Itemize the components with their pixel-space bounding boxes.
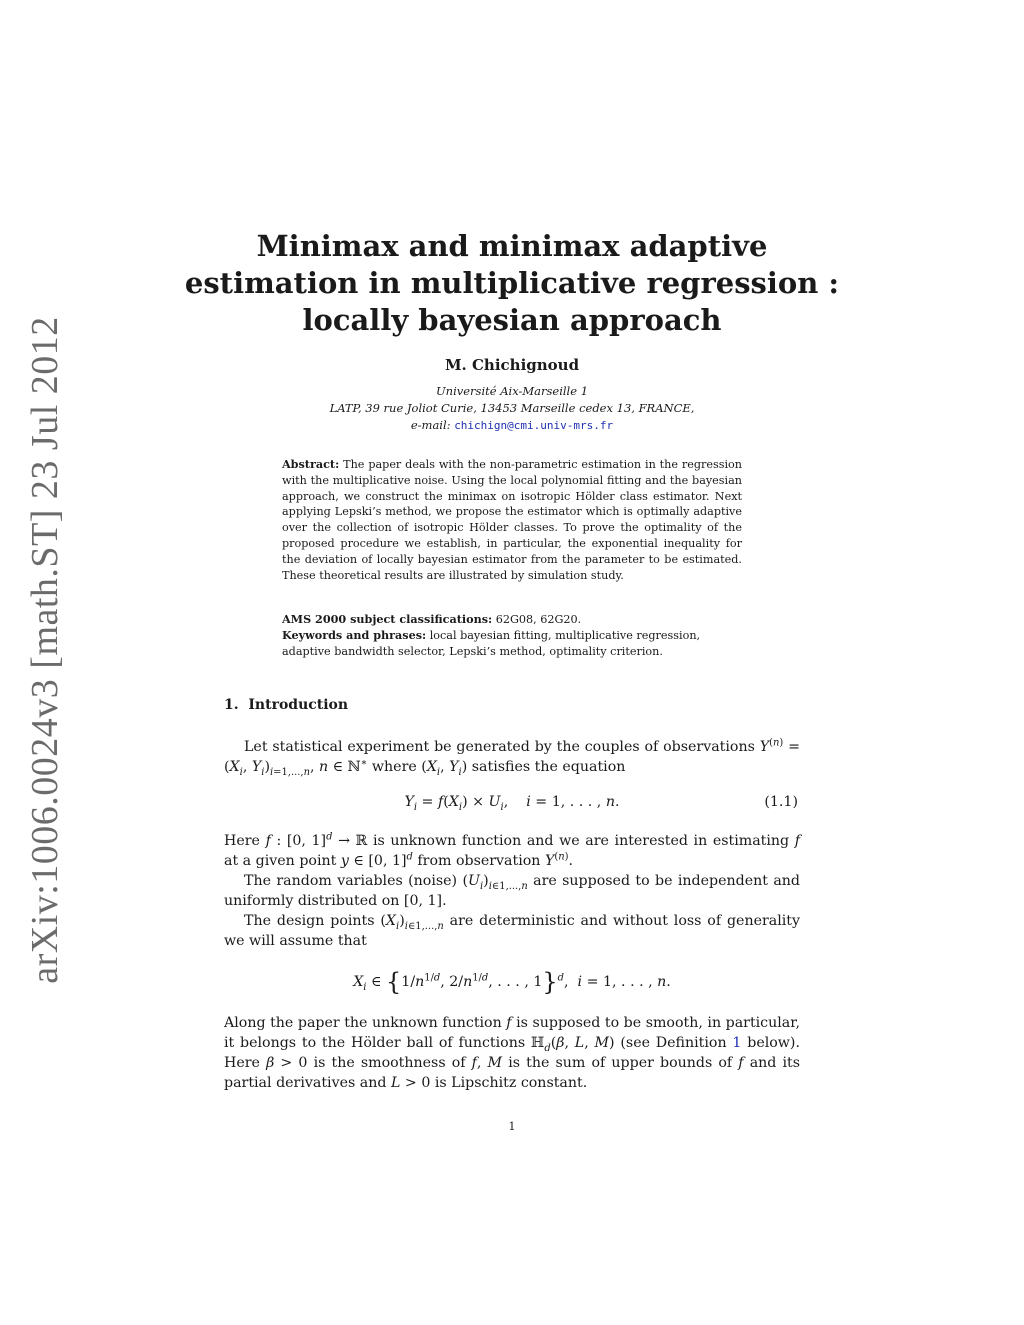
p4-text-b: are deterministic and without loss of generality we will assume that bbox=[224, 913, 801, 949]
paragraph-5: Along the paper the unknown function f is supposed to be smooth, in particular, it belongs to the Hölder ball of functions ℍ$_d$(β, L, M) (see Definition 1 below). Here β > 0 is the smoothness of f, M is the sum of upper bounds of f and its partial derivatives and L > 0 is Lipschitz constant. bbox=[224, 1015, 801, 1091]
section-heading bbox=[224, 697, 348, 713]
p3-text-b: are supposed to be independent and uniformly distributed on [0, 1]. bbox=[224, 873, 801, 909]
p5-text-a: Along the paper the unknown function bbox=[224, 1015, 502, 1031]
p1-text-b: satisfies the equation bbox=[471, 759, 626, 775]
abstract bbox=[282, 457, 742, 583]
ams-label: AMS 2000 subject classifications: bbox=[282, 612, 493, 626]
p3-text-a: The random variables (noise) bbox=[244, 873, 458, 889]
arxiv-stamp bbox=[20, 316, 70, 984]
abstract-text: The paper deals with the non-parametric estimation in the regression with the multiplicative noise. Using the local polynomial fitting and the bayesian approach, we construct the minimax on isotropic Hölder class estimator. Next applying Lepski’s method, we propose the estimator which is optimally adaptive over the collection of isotropic Hölder classes. To prove the optimality of the proposed procedure we establish, in particular, the exponential inequality for the deviation of locally bayesian estimator from the parameter to be estimated. These theoretical results are illustrated by simulation study. bbox=[282, 458, 742, 582]
p2-text-b: is unknown function and we are interested in estimating bbox=[372, 833, 790, 849]
p5-text-d: below). Here bbox=[224, 1035, 800, 1071]
keywords-line-2: adaptive bandwidth selector, Lepski’s method, optimality criterion. bbox=[282, 644, 663, 658]
keywords-line-1 bbox=[282, 628, 742, 644]
ams-classification bbox=[282, 612, 742, 628]
paragraph-1: Let statistical experiment be generated by the couples of observations $Y^{(n)} = (X_i$, $Y_i)_{i=1,...,n}$, n ∈ ℕ∗ where ($X_i$, $Y_i$) satisfies the equation bbox=[224, 737, 801, 778]
p5-text-b: is supposed to be smooth, in particular, it belongs to the Hölder ball of functions bbox=[224, 1015, 800, 1051]
keywords-label: Keywords and phrases: bbox=[282, 627, 427, 642]
design-points-equation bbox=[224, 968, 800, 996]
definition-link[interactable]: 1 bbox=[732, 1035, 742, 1051]
page-number: 1 bbox=[508, 1120, 516, 1133]
affiliation-address: LATP, 39 rue Joliot Curie, 13453 Marseille cedex 13, FRANCE, bbox=[329, 401, 695, 415]
section-number: 1. bbox=[224, 697, 239, 713]
classification-block bbox=[282, 612, 742, 659]
section-title: Introduction bbox=[248, 697, 349, 713]
paragraph-2: Here f : [0, 1]$^d$ → ℝ is unknown function and we are interested in estimating f at a given point y ∈ [0, 1]$^d$ from observation $Y^{(n)}$. bbox=[224, 831, 801, 869]
title-line-2: estimation in multiplicative regression : bbox=[184, 266, 840, 300]
affiliation bbox=[0, 383, 1024, 434]
design-equation-body: $X_i$ ∈ {$1/n^{1/d}$, $2/n^{1/d}$, . . . , 1}$^d$, i = 1, . . . , n. bbox=[353, 968, 671, 996]
abstract-label: Abstract: bbox=[282, 457, 340, 471]
p5-text-g: and its partial derivatives and bbox=[224, 1055, 801, 1091]
equation-number: (1.1) bbox=[764, 794, 798, 810]
p5-text-f: is the sum of upper bounds of bbox=[508, 1055, 733, 1071]
email-link[interactable]: chichign@cmi.univ-mrs.fr bbox=[454, 419, 614, 432]
affiliation-university: Université Aix-Marseille 1 bbox=[435, 384, 589, 398]
p2-text-d: from observation bbox=[417, 853, 541, 869]
keywords-text-1: local bayesian fitting, multiplicative regression, bbox=[429, 628, 701, 642]
ams-codes: 62G08, 62G20. bbox=[495, 613, 582, 626]
email-label: e-mail: bbox=[410, 418, 451, 432]
title-line-1: Minimax and minimax adaptive bbox=[256, 229, 768, 263]
p2-text-a: Here bbox=[224, 833, 260, 849]
equation-body: $Y_i = f(X_i) \times U_i$, i = 1, . . . , n. bbox=[404, 794, 620, 813]
p5-text-c: (see Definition bbox=[620, 1035, 727, 1051]
paper-title bbox=[160, 228, 864, 339]
p4-text-a: The design points bbox=[244, 913, 375, 929]
affiliation-email bbox=[0, 417, 1024, 434]
paragraph-4: The design points $(X_i)_{i\in 1,...,n}$ are deterministic and without loss of generality we will assume that bbox=[224, 913, 801, 949]
paragraph-3: The random variables (noise) $(U_i)_{i\in 1,...,n}$ are supposed to be independent and uniformly distributed on [0, 1]. bbox=[224, 873, 801, 909]
author-name: M. Chichignoud bbox=[444, 356, 580, 374]
p5-text-e: is the smoothness of bbox=[313, 1055, 466, 1071]
p1-text-a: Let statistical experiment be generated by the couples of observations bbox=[244, 739, 755, 755]
p2-text-c: at a given point bbox=[224, 853, 337, 869]
equation-1-1 bbox=[224, 794, 800, 816]
arxiv-identifier: arXiv:1006.0024v3 [math.ST] 23 Jul 2012 bbox=[24, 316, 66, 984]
p5-text-h: is Lipschitz constant. bbox=[434, 1075, 588, 1091]
title-line-3: locally bayesian approach bbox=[302, 303, 722, 337]
